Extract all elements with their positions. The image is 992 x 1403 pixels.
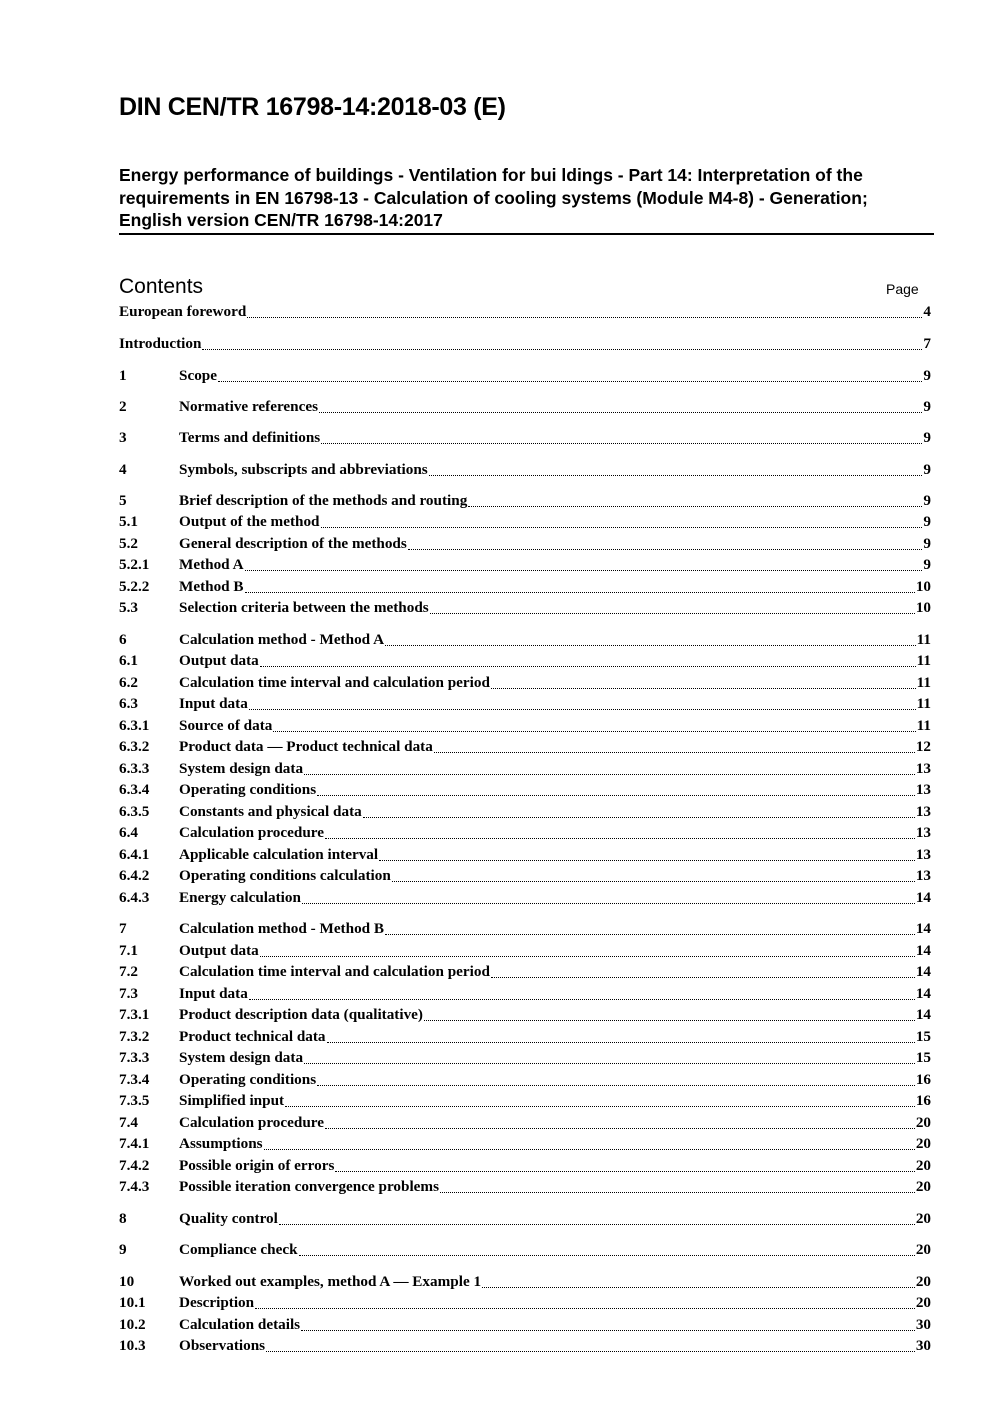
toc-entry-title[interactable]: Constants and physical data xyxy=(179,803,362,820)
toc-entry-title[interactable]: Compliance check xyxy=(179,1241,298,1258)
toc-entry-number: 6.3.5 xyxy=(119,803,150,820)
toc-entry-page[interactable]: 9 xyxy=(923,513,931,530)
dot-leader xyxy=(423,1005,916,1025)
toc-entry-title[interactable]: System design data xyxy=(179,760,304,777)
toc-entry-number: 7.3.1 xyxy=(119,1006,150,1023)
toc-entry[interactable] xyxy=(119,1315,931,1335)
toc-entry-number: 4 xyxy=(119,461,127,478)
dot-leader xyxy=(244,577,916,597)
dot-leader xyxy=(278,1209,916,1229)
toc-entry[interactable] xyxy=(119,962,931,982)
toc-entry-number: 5 xyxy=(119,492,127,509)
toc-entry-number: 5.2 xyxy=(119,535,138,552)
toc-entry-title[interactable]: Source of data xyxy=(179,717,273,734)
toc-entry[interactable] xyxy=(119,984,931,1004)
toc-entry[interactable] xyxy=(119,1336,931,1356)
toc-entry-number: 6.2 xyxy=(119,674,138,691)
toc-entry-page[interactable]: 9 xyxy=(923,492,931,509)
toc-entry[interactable] xyxy=(119,888,931,908)
toc-entry-number: 10 xyxy=(119,1273,135,1290)
dot-leader xyxy=(316,1070,916,1090)
toc-entry-title[interactable]: Product technical data xyxy=(179,1028,326,1045)
dot-leader xyxy=(334,1156,915,1176)
toc-entry[interactable] xyxy=(119,737,931,757)
dot-leader xyxy=(301,888,916,908)
toc-entry[interactable] xyxy=(119,366,931,386)
toc-entry[interactable] xyxy=(119,1134,931,1154)
toc-entry-title[interactable]: Description xyxy=(179,1294,255,1311)
toc-entry[interactable] xyxy=(119,598,931,618)
toc-entry-page[interactable]: 14 xyxy=(915,889,931,906)
toc-entry[interactable] xyxy=(119,577,931,597)
toc-entry-page[interactable]: 9 xyxy=(923,398,931,415)
toc-entry[interactable] xyxy=(119,1113,931,1133)
dot-leader xyxy=(217,366,923,386)
toc-entry[interactable] xyxy=(119,1048,931,1068)
toc-entry-number: 7.3.5 xyxy=(119,1092,150,1109)
dot-leader xyxy=(320,512,924,532)
toc-entry-page[interactable]: 13 xyxy=(915,824,931,841)
dot-leader xyxy=(391,866,916,886)
toc-entry-title[interactable]: Terms and definitions xyxy=(179,429,321,446)
toc-entry[interactable] xyxy=(119,1027,931,1047)
toc-entry-number: 6.3.2 xyxy=(119,738,150,755)
toc-entry-page[interactable]: 11 xyxy=(916,717,931,734)
toc-entry-page[interactable]: 4 xyxy=(923,303,931,320)
toc-entry-number: 6 xyxy=(119,631,127,648)
toc-entry-page[interactable]: 20 xyxy=(915,1157,931,1174)
toc-entry-title[interactable]: Method B xyxy=(179,578,244,595)
toc-entry-number: 6.3 xyxy=(119,695,138,712)
toc-entry[interactable] xyxy=(119,1209,931,1229)
toc-entry-title[interactable]: Introduction xyxy=(119,335,202,352)
toc-entry-number: 7.3.3 xyxy=(119,1049,150,1066)
contents-heading: Contents xyxy=(119,275,204,298)
toc-entry-number: 7.3.4 xyxy=(119,1071,150,1088)
toc-entry-number: 9 xyxy=(119,1241,127,1258)
toc-entry-title[interactable]: Calculation time interval and calculation period xyxy=(179,963,490,980)
toc-entry[interactable] xyxy=(119,759,931,779)
toc-entry-number: 6.3.4 xyxy=(119,781,150,798)
dot-leader xyxy=(284,1091,916,1111)
toc-entry[interactable] xyxy=(119,845,931,865)
toc-entry-page[interactable]: 9 xyxy=(923,461,931,478)
toc-entry-title[interactable]: Input data xyxy=(179,695,248,712)
toc-entry-title[interactable]: Applicable calculation interval xyxy=(179,846,379,863)
toc-entry-number: 6.3.3 xyxy=(119,760,150,777)
toc-entry-page[interactable]: 9 xyxy=(923,535,931,552)
dot-leader xyxy=(428,460,924,480)
dot-leader xyxy=(362,802,916,822)
dot-leader xyxy=(467,491,923,511)
toc-entry-title[interactable]: Method A xyxy=(179,556,244,573)
dot-leader xyxy=(324,823,916,843)
dot-leader xyxy=(384,919,916,939)
toc-entry-page[interactable]: 7 xyxy=(923,335,931,352)
toc-entry-title[interactable]: Symbols, subscripts and abbreviations xyxy=(179,461,428,478)
toc-entry[interactable] xyxy=(119,673,931,693)
toc-entry-page[interactable]: 11 xyxy=(916,674,931,691)
toc-entry-number: 6.4.2 xyxy=(119,867,150,884)
toc-entry[interactable] xyxy=(119,534,931,554)
toc-entry-number: 3 xyxy=(119,429,127,446)
toc-entry-number: 7.4.3 xyxy=(119,1178,150,1195)
dot-leader xyxy=(272,716,916,736)
toc-entry-title[interactable]: Calculation procedure xyxy=(179,1114,324,1131)
toc-entry-number: 7.4.1 xyxy=(119,1135,150,1152)
document-title: Energy performance of buildings - Ventilation for bui ldings - Part 14: Interpretation of the requirements in EN 16798-13 - Calculation of cooling systems (Module M4-8) - Generation; English version CEN/TR 16798-14:2017 xyxy=(119,165,868,230)
toc-entry-number: 10.1 xyxy=(119,1294,146,1311)
toc-entry-title[interactable]: Output data xyxy=(179,652,259,669)
toc-entry[interactable] xyxy=(119,1156,931,1176)
toc-entry-title[interactable]: Assumptions xyxy=(179,1135,263,1152)
dot-leader xyxy=(248,694,917,714)
dot-leader xyxy=(326,1027,916,1047)
toc-entry[interactable] xyxy=(119,866,931,886)
toc-entry-number: 7.2 xyxy=(119,963,138,980)
dot-leader xyxy=(300,1315,916,1335)
toc-entry-page[interactable]: 14 xyxy=(915,985,931,1002)
toc-entry-title[interactable]: Possible iteration convergence problems xyxy=(179,1178,439,1195)
toc-entry-page[interactable]: 14 xyxy=(915,920,931,937)
toc-entry-number: 5.2.2 xyxy=(119,578,150,595)
dot-leader xyxy=(320,428,923,448)
toc-entry-page[interactable]: 14 xyxy=(915,963,931,980)
toc-entry-number: 5.1 xyxy=(119,513,138,530)
toc-entry-page[interactable]: 20 xyxy=(915,1114,931,1131)
dot-leader xyxy=(384,630,917,650)
toc-entry-page[interactable]: 11 xyxy=(916,695,931,712)
toc-entry[interactable] xyxy=(119,802,931,822)
dot-leader xyxy=(259,651,917,671)
dot-leader xyxy=(246,302,923,322)
dot-leader xyxy=(490,673,917,693)
toc-entry-title[interactable]: Selection criteria between the methods xyxy=(179,599,429,616)
toc-entry-page[interactable]: 11 xyxy=(916,631,931,648)
toc-entry-number: 10.3 xyxy=(119,1337,146,1354)
dot-leader xyxy=(263,1134,916,1154)
toc-entry[interactable] xyxy=(119,694,931,714)
toc-entry[interactable] xyxy=(119,919,931,939)
dot-leader xyxy=(303,1048,916,1068)
dot-leader xyxy=(439,1177,916,1197)
toc-entry-title[interactable]: Input data xyxy=(179,985,248,1002)
toc-entry-title[interactable]: General description of the methods xyxy=(179,535,407,552)
toc-entry[interactable] xyxy=(119,651,931,671)
dot-leader xyxy=(316,780,916,800)
toc-entry[interactable] xyxy=(119,428,931,448)
toc-entry-title[interactable]: Calculation method - Method B xyxy=(179,920,385,937)
toc-entry-number: 6.4.3 xyxy=(119,889,150,906)
toc-entry-title[interactable]: Product description data (qualitative) xyxy=(179,1006,423,1023)
toc-entry-title[interactable]: Operating conditions xyxy=(179,781,317,798)
toc-entry-page[interactable]: 20 xyxy=(915,1241,931,1258)
toc-entry-title[interactable]: Normative references xyxy=(179,398,319,415)
toc-entry-number: 7.4.2 xyxy=(119,1157,150,1174)
toc-entry-page[interactable]: 12 xyxy=(915,738,931,755)
toc-entry-number: 7.4 xyxy=(119,1114,138,1131)
dot-leader xyxy=(265,1336,916,1356)
toc-entry[interactable] xyxy=(119,823,931,843)
toc-entry-number: 6.4 xyxy=(119,824,138,841)
dot-leader xyxy=(324,1113,916,1133)
dot-leader xyxy=(481,1272,916,1292)
toc-entry-page[interactable]: 20 xyxy=(915,1210,931,1227)
toc-entry[interactable] xyxy=(119,1005,931,1025)
toc-entry-page[interactable]: 9 xyxy=(923,429,931,446)
toc-entry-page[interactable]: 20 xyxy=(915,1135,931,1152)
toc-entry-page[interactable]: 14 xyxy=(915,1006,931,1023)
toc-entry[interactable] xyxy=(119,1177,931,1197)
dot-leader xyxy=(201,334,923,354)
toc-entry-page[interactable]: 9 xyxy=(923,367,931,384)
toc-entry-title[interactable]: Energy calculation xyxy=(179,889,301,906)
toc-entry-number: 6.4.1 xyxy=(119,846,150,863)
toc-entry-title[interactable]: Possible origin of errors xyxy=(179,1157,335,1174)
toc-entry-page[interactable]: 30 xyxy=(915,1316,931,1333)
toc-entry-title[interactable]: European foreword xyxy=(119,303,247,320)
toc-entry-title[interactable]: Calculation time interval and calculation period xyxy=(179,674,490,691)
toc-entry-title[interactable]: Brief description of the methods and routing xyxy=(179,492,468,509)
dot-leader xyxy=(407,534,924,554)
dot-leader xyxy=(429,598,916,618)
toc-entry-number: 7.3 xyxy=(119,985,138,1002)
toc-entry-title[interactable]: Calculation method - Method A xyxy=(179,631,385,648)
toc-entry-title[interactable]: Scope xyxy=(179,367,217,384)
toc-entry-number: 5.3 xyxy=(119,599,138,616)
toc-entry-number: 6.3.1 xyxy=(119,717,150,734)
dot-leader xyxy=(259,941,916,961)
toc-entry-title[interactable]: Output data xyxy=(179,942,259,959)
toc-entry[interactable] xyxy=(119,1070,931,1090)
toc-entry-number: 7.1 xyxy=(119,942,138,959)
toc-entry[interactable] xyxy=(119,555,931,575)
toc-entry[interactable] xyxy=(119,491,931,511)
toc-entry[interactable] xyxy=(119,512,931,532)
toc-entry[interactable] xyxy=(119,302,931,322)
toc-entry[interactable] xyxy=(119,460,931,480)
toc-entry-number: 10.2 xyxy=(119,1316,146,1333)
toc-entry-title[interactable]: Output of the method xyxy=(179,513,320,530)
document-number: DIN CEN/TR 16798-14:2018-03 (E) xyxy=(119,93,506,121)
toc-entry[interactable] xyxy=(119,1091,931,1111)
toc-entry-page[interactable]: 13 xyxy=(915,867,931,884)
dot-leader xyxy=(433,737,916,757)
toc-entry-page[interactable]: 16 xyxy=(915,1092,931,1109)
dot-leader xyxy=(303,759,916,779)
toc-entry-number: 6.1 xyxy=(119,652,138,669)
toc-entry[interactable] xyxy=(119,941,931,961)
toc-entry-page[interactable]: 30 xyxy=(915,1337,931,1354)
dot-leader xyxy=(244,555,924,575)
page-column-label: Page xyxy=(886,281,919,297)
toc-entry-page[interactable]: 13 xyxy=(915,781,931,798)
toc-entry-page[interactable]: 13 xyxy=(915,803,931,820)
toc-entry-title[interactable]: Quality control xyxy=(179,1210,278,1227)
toc-entry-page[interactable]: 9 xyxy=(923,556,931,573)
toc-entry-number: 7.3.2 xyxy=(119,1028,150,1045)
toc-entry[interactable] xyxy=(119,630,931,650)
dot-leader xyxy=(298,1240,916,1260)
toc-entry-page[interactable]: 20 xyxy=(915,1294,931,1311)
toc-entry-title[interactable]: Worked out examples, method A — Example 1 xyxy=(179,1273,482,1290)
toc-entry[interactable] xyxy=(119,397,931,417)
dot-leader xyxy=(318,397,923,417)
dot-leader xyxy=(254,1293,916,1313)
toc-entry-title[interactable]: Calculation procedure xyxy=(179,824,324,841)
toc-entry-number: 2 xyxy=(119,398,127,415)
toc-entry-page[interactable]: 15 xyxy=(915,1049,931,1066)
toc-entry-page[interactable]: 16 xyxy=(915,1071,931,1088)
toc-entry[interactable] xyxy=(119,780,931,800)
toc-entry[interactable] xyxy=(119,1240,931,1260)
toc-entry-page[interactable]: 20 xyxy=(915,1273,931,1290)
toc-entry-page[interactable]: 20 xyxy=(915,1178,931,1195)
toc-entry-title[interactable]: Product data — Product technical data xyxy=(179,738,433,755)
toc-entry-title[interactable]: Simplified input xyxy=(179,1092,285,1109)
toc-entry[interactable] xyxy=(119,1293,931,1313)
toc-entry-page[interactable]: 15 xyxy=(915,1028,931,1045)
toc-entry-number: 5.2.1 xyxy=(119,556,150,573)
toc-entry[interactable] xyxy=(119,716,931,736)
dot-leader xyxy=(248,984,916,1004)
toc-entry-title[interactable]: Calculation details xyxy=(179,1316,301,1333)
toc-entry-page[interactable]: 13 xyxy=(915,760,931,777)
toc-entry[interactable] xyxy=(119,334,931,354)
toc-entry-number: 7 xyxy=(119,920,127,937)
toc-entry-page[interactable]: 11 xyxy=(916,652,931,669)
toc-entry-page[interactable]: 13 xyxy=(915,846,931,863)
toc-entry-title[interactable]: System design data xyxy=(179,1049,304,1066)
toc-entry-page[interactable]: 10 xyxy=(915,578,931,595)
dot-leader xyxy=(378,845,916,865)
toc-entry-page[interactable]: 14 xyxy=(915,942,931,959)
toc-entry-page[interactable]: 10 xyxy=(915,599,931,616)
toc-entry-title[interactable]: Observations xyxy=(179,1337,266,1354)
toc-entry-number: 8 xyxy=(119,1210,127,1227)
toc-entry-title[interactable]: Operating conditions xyxy=(179,1071,317,1088)
dot-leader xyxy=(490,962,916,982)
toc-entry[interactable] xyxy=(119,1272,931,1292)
toc-entry-number: 1 xyxy=(119,367,127,384)
toc-entry-title[interactable]: Operating conditions calculation xyxy=(179,867,391,884)
